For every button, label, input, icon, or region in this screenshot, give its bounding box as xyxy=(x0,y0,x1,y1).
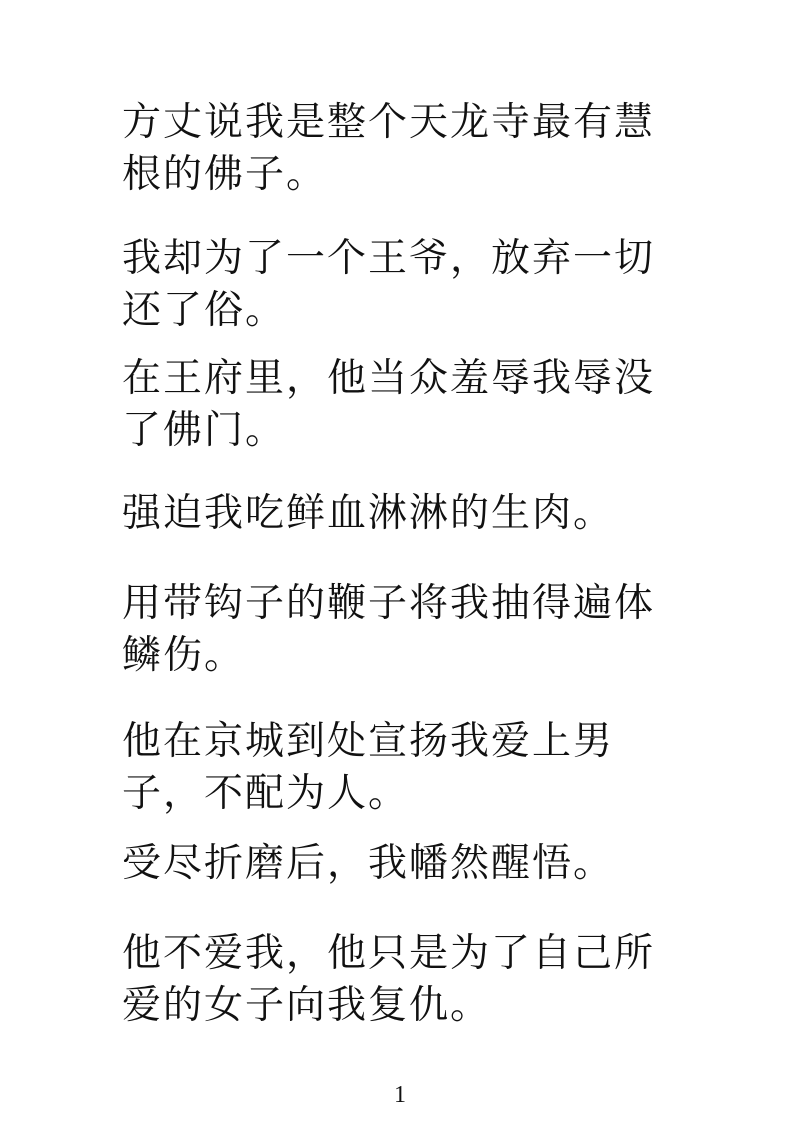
paragraph-3: 在王府里，他当众羞辱我辱没了佛门。 xyxy=(122,356,656,453)
page-number: 1 xyxy=(394,1082,406,1108)
paragraph-4: 强迫我吃鲜血淋淋的生肉。 xyxy=(122,491,615,536)
paragraph-6: 他在京城到处宣扬我爱上男子，不配为人。 xyxy=(122,719,615,816)
paragraph-5: 用带钩子的鞭子将我抽得遍体鳞伤。 xyxy=(122,581,656,678)
paragraph-2: 我却为了一个王爷，放弃一切还了俗。 xyxy=(122,236,656,333)
paragraph-8: 他不爱我，他只是为了自己所爱的女子向我复仇。 xyxy=(122,931,656,1028)
paragraph-7: 受尽折磨后，我幡然醒悟。 xyxy=(122,841,615,886)
paragraph-1: 方丈说我是整个天龙寺最有慧根的佛子。 xyxy=(122,100,656,197)
